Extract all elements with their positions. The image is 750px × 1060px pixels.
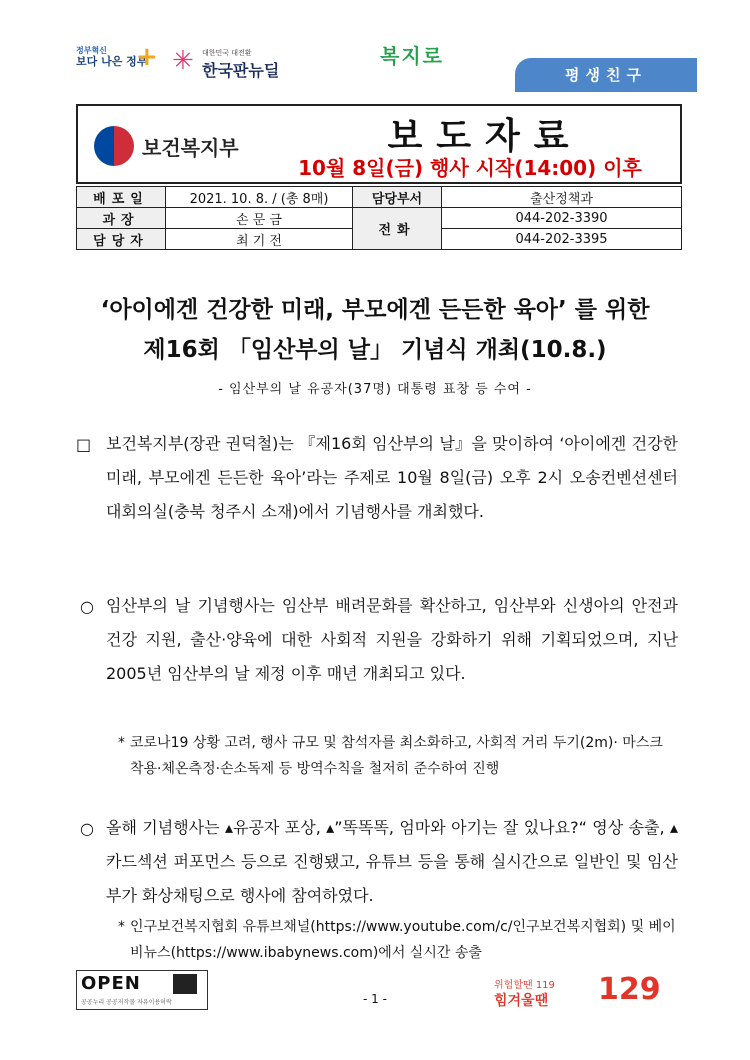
release-date-label: 배포일 (77, 187, 166, 208)
open-license-logo (76, 970, 208, 1010)
gov-innovation-logo (76, 42, 158, 80)
note-mark: * (118, 919, 125, 935)
bokjiro-logo: 복지로 (380, 44, 444, 68)
staff-label: 담당자 (77, 229, 166, 250)
square-bullet-icon: □ (76, 435, 92, 454)
ministry-name: 보건복지부 (142, 136, 239, 160)
sparkle-icon: ✳ (172, 46, 194, 76)
chief-label: 과장 (77, 208, 166, 229)
gov-logo-line1: 정부혁신 (76, 46, 107, 55)
paragraph-2-note: 코로나19 상황 고려, 행사 규모 및 참석자를 최소화하고, 사회적 거리 두기(2m)· 마스크 착용·체온측정·손소독제 등 방역수칙을 철저히 준수하여 진행 (130, 735, 663, 777)
headline-line1: ‘아이에겐 건강한 미래, 부모에겐 든든한 육아’ 를 위한 (100, 297, 650, 323)
table-row (77, 187, 682, 208)
note-mark: * (118, 735, 125, 751)
embargo-notice: 10월 8일(금) 행사 시작(14:00) 이후 (298, 156, 642, 180)
table-row (77, 208, 682, 229)
phone-label: 전화 (353, 208, 442, 250)
staff-value: 최 기 전 (166, 229, 353, 250)
department-value: 출산정책과 (442, 187, 682, 208)
gov-logo-line2: 보다 나은 정부 (76, 55, 148, 68)
page-number: - 1 - (363, 992, 387, 1006)
circle-bullet-icon: ○ (80, 597, 94, 616)
department-label: 담당부서 (353, 187, 442, 208)
taegeuk-emblem-icon (94, 126, 134, 166)
lifelong-friend-banner: 평생친구 (515, 58, 697, 92)
helpline-small-text: 위험할땐 119 (494, 980, 555, 991)
helpline-logo (494, 972, 670, 1012)
helpline-number: 129 (598, 972, 661, 1007)
subheadline: - 임산부의 날 유공자(37명) 대통령 표창 등 수여 - (218, 382, 532, 397)
phone-2: 044-202-3395 (442, 229, 682, 250)
circle-bullet-icon: ○ (80, 819, 94, 838)
headline (40, 290, 710, 370)
ministry-logo (90, 118, 260, 174)
release-info-table (76, 186, 682, 250)
paragraph-2: 임산부의 날 기념행사는 임산부 배려문화를 확산하고, 임산부와 신생아의 안전과 건강 지원, 출산·양육에 대한 사회적 지원을 강화하기 위해 기획되었으며, 지난 2005년 임산부의 날 제정 이후 매년 개최되고 있다. (106, 596, 678, 683)
release-date-value: 2021. 10. 8. / (총 8매) (166, 187, 353, 208)
newdeal-small-text: 대한민국 대전환 (202, 49, 252, 57)
paragraph-1: 보건복지부(장관 권덕철)는 『제16회 임산부의 날』을 맞이하여 ‘아이에겐 건강한 미래, 부모에겐 든든한 육아’라는 주제로 10월 8일(금) 오후 2시 오송컨벤션센터 대회의실(충북 청주시 소재)에서 기념행사를 개최했다. (106, 434, 678, 521)
open-text: OPEN (81, 973, 141, 994)
newdeal-logo (172, 46, 292, 80)
press-release-title: 보도자료 (387, 115, 583, 157)
paragraph-3: 올해 기념행사는 ▴유공자 포상, ▴”똑똑똑, 엄마와 아기는 잘 있나요?“ 영상 송출, ▴카드섹션 퍼포먼스 등으로 진행됐고, 유튜브 등을 통해 실시간으로 일반인 및 임산부가 화상채팅으로 행사에 참여하였다. (106, 818, 678, 905)
person-icon (173, 974, 197, 994)
phone-1: 044-202-3390 (442, 208, 682, 229)
chief-value: 손 문 금 (166, 208, 353, 229)
newdeal-name: 한국판뉴딜 (202, 61, 280, 80)
plus-icon: + (136, 42, 158, 72)
helpline-main-text: 힘겨울땐 (494, 993, 549, 1009)
open-subtext: 공공누리 공공저작물 자유이용허락 (81, 999, 172, 1006)
paragraph-3-note: 인구보건복지협회 유튜브채널(https://www.youtube.com/c/인구보건복지협회) 및 베이비뉴스(https://www.ibabynews.com)에서 실시간 송출 (130, 919, 676, 961)
headline-line2: 제16회 「임산부의 날」 기념식 개최(10.8.) (143, 337, 607, 363)
